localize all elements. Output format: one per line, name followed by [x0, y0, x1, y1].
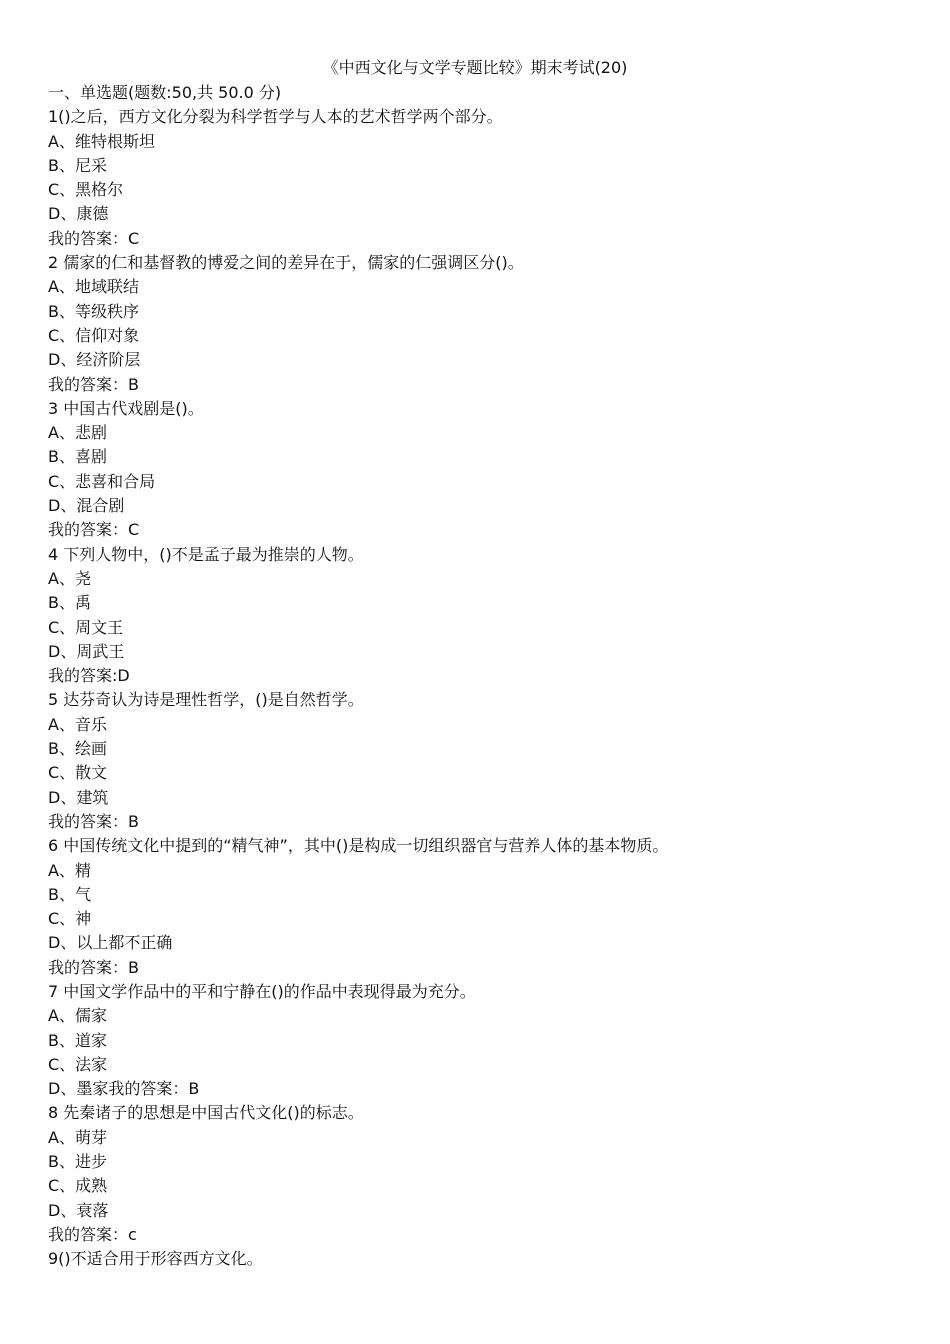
option-line: C、神 — [48, 909, 92, 929]
option-line: B、尼采 — [48, 155, 107, 175]
option-line: B、进步 — [48, 1152, 107, 1172]
answer-line: D、墨家我的答案：B — [48, 1079, 200, 1099]
option-line: C、悲喜和合局 — [48, 471, 156, 491]
option-line: B、绘画 — [48, 739, 107, 759]
option-line: D、建筑 — [48, 787, 109, 807]
option-line: D、衰落 — [48, 1200, 109, 1220]
option-line: A、萌芽 — [48, 1127, 107, 1147]
answer-line: 我的答案：C — [48, 228, 140, 248]
option-line: C、散文 — [48, 763, 108, 783]
answer-line: 我的答案：B — [48, 811, 139, 831]
option-line: A、悲剧 — [48, 423, 107, 443]
answer-line: 我的答案：B — [48, 374, 139, 394]
option-line: B、喜剧 — [48, 447, 107, 467]
question-line: 3 中国古代戏剧是()。 — [48, 398, 204, 418]
question-line: 8 先秦诸子的思想是中国古代文化()的标志。 — [48, 1103, 364, 1123]
option-line: A、儒家 — [48, 1006, 107, 1026]
question-line: 2 儒家的仁和基督教的博爱之间的差异在于，儒家的仁强调区分()。 — [48, 253, 524, 273]
option-line: A、维特根斯坦 — [48, 131, 155, 151]
question-line: 7 中国文学作品中的平和宁静在()的作品中表现得最为充分。 — [48, 981, 476, 1001]
answer-line: 我的答案：C — [48, 520, 140, 540]
option-line: A、精 — [48, 860, 91, 880]
option-line: B、气 — [48, 884, 91, 904]
question-line: 6 中国传统文化中提到的“精气神”，其中()是构成一切组织器官与营养人体的基本物质。 — [48, 836, 669, 856]
section-heading: 一、单选题(题数:50,共 50.0 分) — [48, 83, 282, 102]
question-line: 5 达芬奇认为诗是理性哲学，()是自然哲学。 — [48, 690, 364, 710]
option-line: D、经济阶层 — [48, 350, 141, 370]
option-line: B、道家 — [48, 1030, 107, 1050]
option-line: A、音乐 — [48, 714, 107, 734]
question-line: 4 下列人物中，()不是孟子最为推崇的人物。 — [48, 544, 364, 564]
option-line: C、成熟 — [48, 1176, 108, 1196]
question-line: 1()之后，西方文化分裂为科学哲学与人本的艺术哲学两个部分。 — [48, 107, 503, 127]
option-line: D、混合剧 — [48, 496, 125, 516]
option-line: C、周文王 — [48, 617, 124, 637]
option-line: A、地域联结 — [48, 277, 139, 297]
option-line: D、以上都不正确 — [48, 933, 173, 953]
option-line: C、法家 — [48, 1054, 108, 1074]
question-list — [48, 81, 928, 1272]
option-line: C、信仰对象 — [48, 325, 140, 345]
option-line: B、等级秩序 — [48, 301, 139, 321]
option-line: A、尧 — [48, 568, 91, 588]
option-line: D、康德 — [48, 204, 109, 224]
answer-line: 我的答案：c — [48, 1224, 137, 1244]
answer-line: 我的答案:D — [48, 666, 130, 686]
question-line: 9()不适合用于形容西方文化。 — [48, 1249, 263, 1269]
option-line: D、周武王 — [48, 641, 125, 661]
option-line: C、黑格尔 — [48, 180, 124, 200]
option-line: B、禹 — [48, 593, 91, 613]
answer-line: 我的答案：B — [48, 957, 139, 977]
document-title: 《中西文化与文学专题比较》期末考试(20) — [322, 58, 628, 77]
